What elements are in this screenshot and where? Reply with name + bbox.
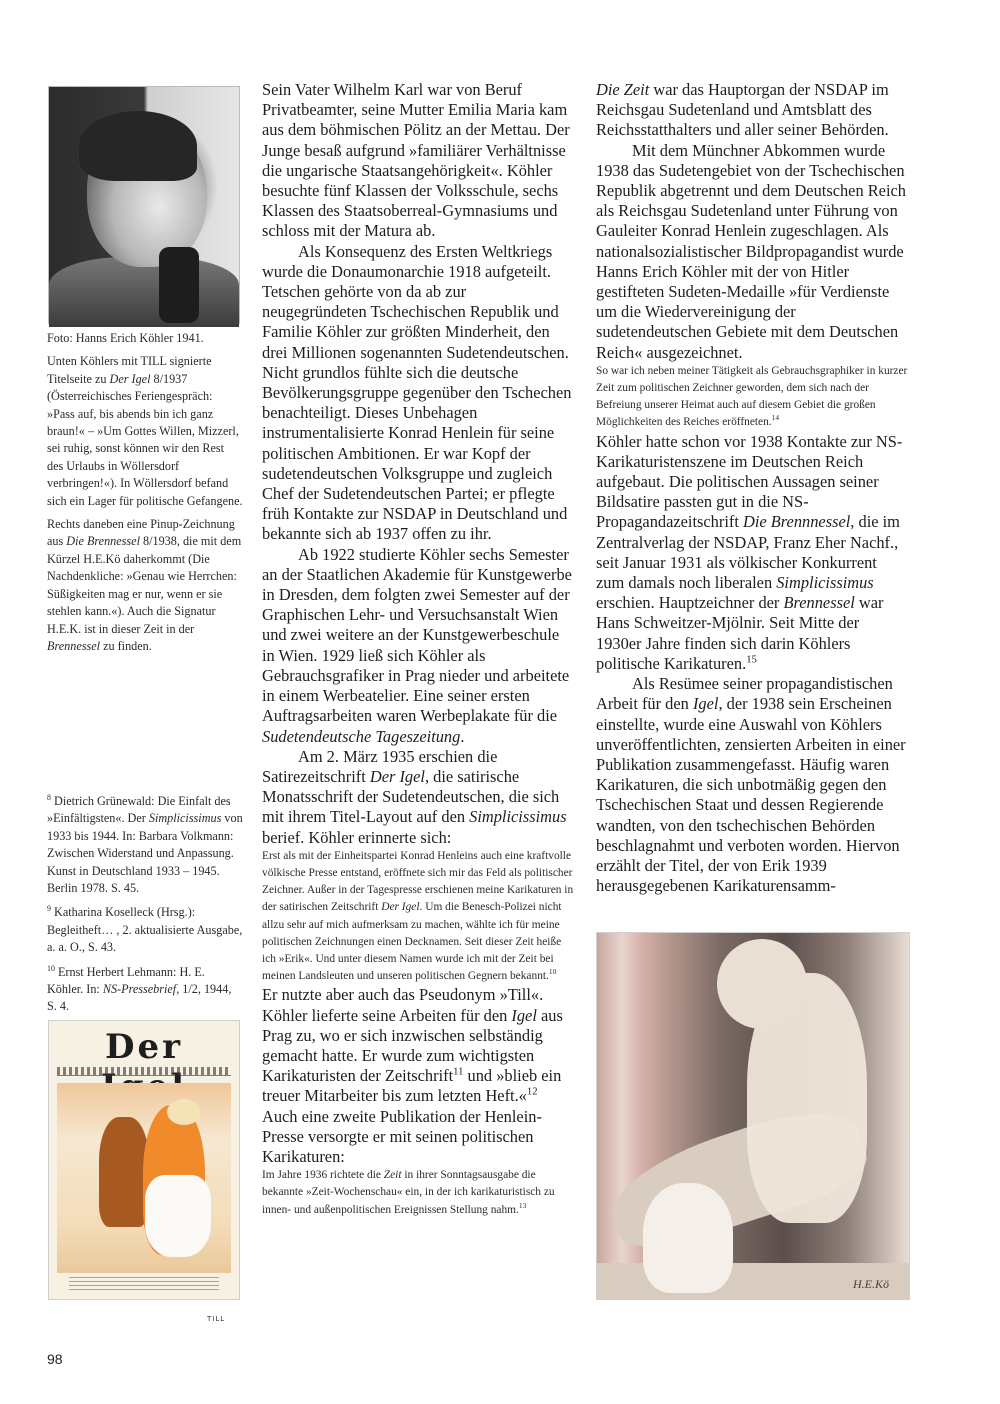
cover-dress-shape: [145, 1175, 211, 1257]
paragraph: Köhler hatte schon vor 1938 Kontakte zur NS-Karikaturistenszene im Deutschen Reich aufgebaut. Die politischen Aussagen seiner Bildsatire passten gut in die NS-Propagandazeitschrift Die Brennnessel, die im Zentralverlag der NSDAP, Franz Eher Nachf., seit Januar 1931 als völkischer Konkurrent zum damals noch liberalen Simplicissimus erschien. Hauptzeichner der Brennessel war Hans Schweitzer-Mjölnir. Seit Mitte der 1930er Jahre finden sich darin Köhlers politische Karikaturen.$^{15}$: [596, 431, 903, 673]
right-column: [596, 80, 908, 896]
paragraph: Mit dem Münchner Abkommen wurde 1938 das Sudetengebiet von der Tschechischen Republik abgetrennt und dem Deutschen Reich als Reichsgau Sudetenland unter Führung von Gauleiter Konrad Henlein zugeschlagen. Als nationalsozialistischer Bildpropagandist wurde Hanns Erich Köhler mit der von Hitler gestifteten Sudeten-Medaille »für Verdienste um die Wiedervereinigung der sudetendeutschen Gebiete mit dem Deutschen Reich« ausgezeichnet.: [596, 140, 906, 362]
block-quote: Erst als mit der Einheitspartei Konrad Henleins auch eine kraftvolle völkische Presse entstand, eröffnete sich mir das Feld als politischer Zeichner. Außer in der Tagespresse erschienen meine Karikaturen in der satirischen Zeitschrift Der Igel. Um die Benesch-Polizei nicht allzu sehr auf mich aufmerksam zu machen, wählte ich für meine politischen Zeichnungen einen Decknamen. Seit dieser Zeit heiße ich »Erik«. Und unter diesem Namen wurde ich mit der Zeit bei meinen Landsleuten und unseren politischen Gegnern bekannt.$^{10}$: [262, 849, 574, 983]
cover-caption-lines: [69, 1277, 219, 1291]
footnote-8: $^8$ Dietrich Grünewald: Die Einfalt des »Einfältigsten«. Der Simplicissimus von 1933 bis 1944. In: Barbara Volkmann: Zwischen Widerstand und Anpassung. Kunst in Deutschland 1933 – 1945. Berlin 1978. S. 45.: [47, 792, 243, 896]
paragraph: Als Konsequenz des Ersten Weltkriegs wurde die Donaumonarchie 1918 aufgeteilt. Tetschen gehörte von da ab zur neugegründeten Tschechischen Republik und Familie Köhler zur größten Minderheit, den drei Millionen sogenannten Sudetendeutschen. Nicht grundlos fühlte sich die deutsche Bevölkerungsgruppe gegenüber den Tschechen benachteiligt. Dieses Unbehagen instrumentalisierte Konrad Henlein für seine politischen Ambitionen. Er war Kopf der sudetendeutschen Volksgruppe und zugleich Chef der Sudetendeutschen Partei; er pflegte früh Kontakte zur NSDAP in Deutschland und bekannte sich ab 1937 offen zu ihr.: [262, 241, 572, 544]
middle-column: [262, 80, 574, 1219]
cover-subtitle-line: [57, 1067, 231, 1076]
caption-pinup: Rechts daneben eine Pinup-Zeichnung aus Die Brennessel 8/1938, die mit dem Kürzel H.E.Kö daherkommt (Die Nachdenkliche: »Genau wie Herrchen: Süßigkeiten mag er nur, wenn er sie stehlen kann.«). Auch die Signatur H.E.K. ist in dieser Zeit in der Brennessel zu finden.: [47, 517, 242, 653]
paragraph: Sein Vater Wilhelm Karl war von Beruf Privatbeamter, seine Mutter Emilia Maria kam aus dem böhmischen Pölitz an der Mettau. Der Junge besaß aufgrund »familiärer Verhältnisse die ungarische Staatsangehörigkeit«. Köhler besuchte fünf Klassen der Volksschule, sechs Klassen des Staatsoberreal-Gymnasiums und schloss mit der Matura ab.: [262, 80, 570, 241]
drawing-dog-shape: [643, 1183, 733, 1293]
drawing-signature: H.E.Kö: [853, 1277, 889, 1291]
photo-hair-shape: [79, 111, 197, 181]
caption-cover: Unten Köhlers mit TILL signierte Titelseite zu Der Igel 8/1937 (Österreichisches Feriengespräch: »Pass auf, bis abends bin ich ganz braun!« – »Um Gottes Willen, Mizzerl, sei ruhig, sonst können wir den Rest des Urlaubs in Wöllersdorf verbringen!«). In Wöllersdorf befand sich ein Lager für politische Gefangene.: [47, 354, 243, 508]
portrait-photo: [48, 86, 240, 324]
block-quote: So war ich neben meiner Tätigkeit als Gebrauchsgraphiker in kurzer Zeit zum politischen Zeichner geworden, dem sich nach der Befreiung unserer Heimat auch auf diesem Gebiet die großen Möglichkeiten des Reiches eröffneten.$^{14}$: [596, 364, 908, 429]
photo-telephone-shape: [159, 247, 199, 323]
paragraph: Die Zeit war das Hauptorgan der NSDAP im Reichsgau Sudetenland und Amtsblatt des Reichsstatthalters und aller seiner Behörden.: [596, 80, 889, 140]
paragraph: Ab 1922 studierte Köhler sechs Semester an der Staatlichen Akademie für Kunstgewerbe in Dresden, dem folgten zwei Semester auf der Graphischen Lehr- und Versuchsanstalt Wien und zwei weitere an der Kunstgewerbeschule in Wien. 1929 ließ sich Köhler als Gebrauchsgrafiker in Prag nieder und arbeitete in einem Werbeatelier. Eine seiner ersten Auftragsarbeiten waren Werbeplakate für die Sudetendeutsche Tageszeitung.: [262, 544, 572, 746]
cover-masthead: Der: [104, 1027, 184, 1067]
page-number: 98: [47, 1351, 63, 1367]
cover-illustration: [57, 1083, 231, 1323]
paragraph: Er nutzte aber auch das Pseudonym »Till«. Köhler lieferte seine Arbeiten für den Igel aus Prag zu, wo er sich inzwischen selbständig gemacht hatte. Er wurde zum wichtigsten Karikaturisten der Zeitschrift$^{11}$ und »blieb ein treuer Mitarbeiter bis zum letzten Heft.«$^{12}$ Auch eine zweite Publikation der Henlein-Presse versorgte er mit seinen politischen Karikaturen:: [262, 985, 563, 1166]
paragraph: Als Resümee seiner propagandistischen Arbeit für den Igel, der 1938 sein Erscheinen einstellte, wurde eine Auswahl von Köhlers unveröffentlichten, zensierten Arbeiten in einer Publikation zusammengefasst. Häufig waren Karikaturen, die sich unbotmäßig gegen den Tschechischen Staat und dessen Regierende wandten, von den tschechischen Behörden beschlagnahmt und verboten worden. Hiervon erzählt der Titel, der von Erik 1939 herausgegebenen Karikaturensamm-: [596, 674, 906, 896]
pinup-drawing-image: [596, 932, 910, 1300]
cover-hair-shape: [167, 1099, 201, 1125]
der-igel-cover-image: [48, 1020, 240, 1323]
block-quote: Im Jahre 1936 richtete die Zeit in ihrer Sonntagsausgabe die bekannte »Zeit-Wochenschau« ein, in der ich karikaturistisch zu innen- und außenpolitischen Ereignissen Stellung nahm.$^{13}$: [262, 1169, 555, 1216]
cover-signature: TILL: [207, 1315, 226, 1323]
paragraph: Am 2. März 1935 erschien die Satirezeitschrift Der Igel, die satirische Monatsschrift der Sudetendeutschen, die sich mit ihrem Titel-Layout auf den Simplicissimus berief. Köhler erinnerte sich:: [262, 746, 567, 847]
cover-man-figure: [99, 1117, 149, 1227]
footnote-10: $^{10}$ Ernst Herbert Lehmann: H. E. Köhler. In: NS-Pressebrief, 1/2, 1944, S. 4.: [47, 963, 232, 1014]
drawing-head-shape: [717, 939, 807, 1029]
photo-caption: Foto: Hanns Erich Köhler 1941.: [47, 331, 204, 345]
photo-shoulder-shape: [49, 257, 239, 327]
sidebar-captions: [47, 330, 243, 661]
footnotes: [47, 793, 243, 1023]
footnote-9: $^9$ Katharina Koselleck (Hrsg.): Begleitheft… , 2. aktualisierte Ausgabe, a. a. O., S. 43.: [47, 904, 243, 955]
